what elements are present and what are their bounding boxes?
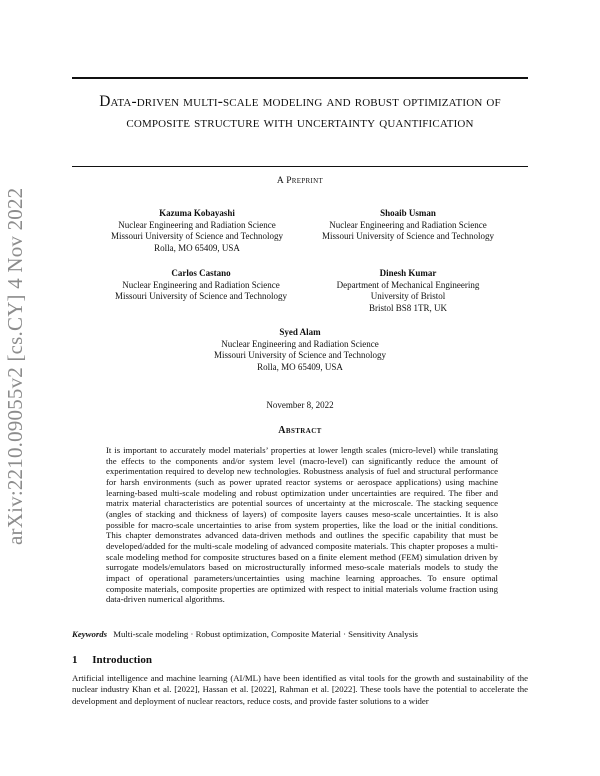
paper-title: Data-driven multi-scale modeling and robust optimization of composite structure with uncertainty quantification [99, 93, 501, 131]
author-name: Carlos Castano [171, 268, 231, 278]
author-affiliation: Nuclear Engineering and Radiation Science [329, 219, 487, 230]
preprint-label: A Preprint [276, 176, 324, 186]
author-affiliation: University of Bristol [370, 291, 446, 301]
arxiv-sidebar [0, 187, 30, 545]
abstract-heading: Abstract [278, 425, 322, 436]
author-name: Shoaib Usman [380, 208, 436, 218]
section-heading-introduction [72, 654, 152, 666]
author-block [302, 208, 514, 243]
author-affiliation: Missouri University of Science and Technology [214, 350, 386, 360]
author-affiliation: Nuclear Engineering and Radiation Science [122, 279, 280, 290]
author-affiliation: Missouri University of Science and Technology [322, 231, 494, 241]
keywords-list: Multi-scale modeling · Robust optimization, Composite Material · Sensitivity Analysis [113, 629, 418, 639]
author-name: Syed Alam [279, 327, 321, 337]
author-name: Dinesh Kumar [379, 268, 437, 278]
author-affiliation: Missouri University of Science and Technology [111, 231, 283, 241]
keywords-label: Keywords [72, 629, 107, 639]
arxiv-identifier: arXiv:2210.09055v2 [cs.CY] 4 Nov 2022 [3, 187, 27, 545]
author-address: Bristol BS8 1TR, UK [368, 302, 447, 313]
author-block [195, 327, 405, 373]
keywords-line [72, 629, 528, 639]
publication-date: November 8, 2022 [266, 400, 334, 410]
author-address: Rolla, MO 65409, USA [154, 242, 240, 253]
section-title: Introduction [92, 654, 152, 666]
author-affiliation: Nuclear Engineering and Radiation Science [118, 219, 276, 230]
author-block [92, 268, 310, 303]
title-rule-bottom [72, 166, 528, 167]
author-block [318, 268, 498, 314]
author-affiliation: Department of Mechanical Engineering [336, 279, 480, 290]
section-number: 1 [72, 654, 78, 666]
author-affiliation: Nuclear Engineering and Radiation Science [221, 338, 379, 349]
title-rule-top [72, 77, 528, 79]
abstract-text: It is important to accurately model materials’ properties at lower length scales (micro-level) while translating the effects to the components and/or system level (macro-level) can significantly reduce the amount of experimentation required to develop new technologies. Robustness analysis of fuel and structural performance for harsh environments (such as power uprated reactor systems or aerospace applications) using machine learning-based multi-scale modeling and robust optimization under uncertainties are required. The fiber and matrix material characteristics are potential sources of uncertainty at the microscale. The stacking sequence (angles of stacking and thickness of layers) of composite layers causes meso-scale uncertainties. It is also possible for macro-scale uncertainties to arise from system properties, like the load or the initial conditions. This chapter demonstrates advanced data-driven methods and outlines the specific capability that must be developed/added for the multi-scale modeling of advanced composite materials. This chapter proposes a multi-scale modeling method for composite structures based on a finite element method (FEM) simulation driven by surrogate models/emulators based on microstructurally informed meso-scale materials models to study the impact of operational parameters/uncertainties using machine learning approaches. To ensure optimal composite materials, composite properties are optimized with respect to initial materials volume fraction using data-driven numerical algorithms. [106, 445, 498, 605]
author-name: Kazuma Kobayashi [159, 208, 235, 218]
author-affiliation: Missouri University of Science and Technology [115, 291, 287, 301]
author-address: Rolla, MO 65409, USA [257, 361, 343, 372]
author-block [92, 208, 302, 254]
introduction-text: Artificial intelligence and machine learning (AI/ML) have been identified as vital tools for the growth and sustainability of the nuclear industry Khan et al. [2022], Hassan et al. [2022], Rahman et al. [2022]. These tools have the potential to accelerate the development and deployment of nuclear reactors, reduce costs, and provide faster solutions to a wider [72, 673, 528, 706]
